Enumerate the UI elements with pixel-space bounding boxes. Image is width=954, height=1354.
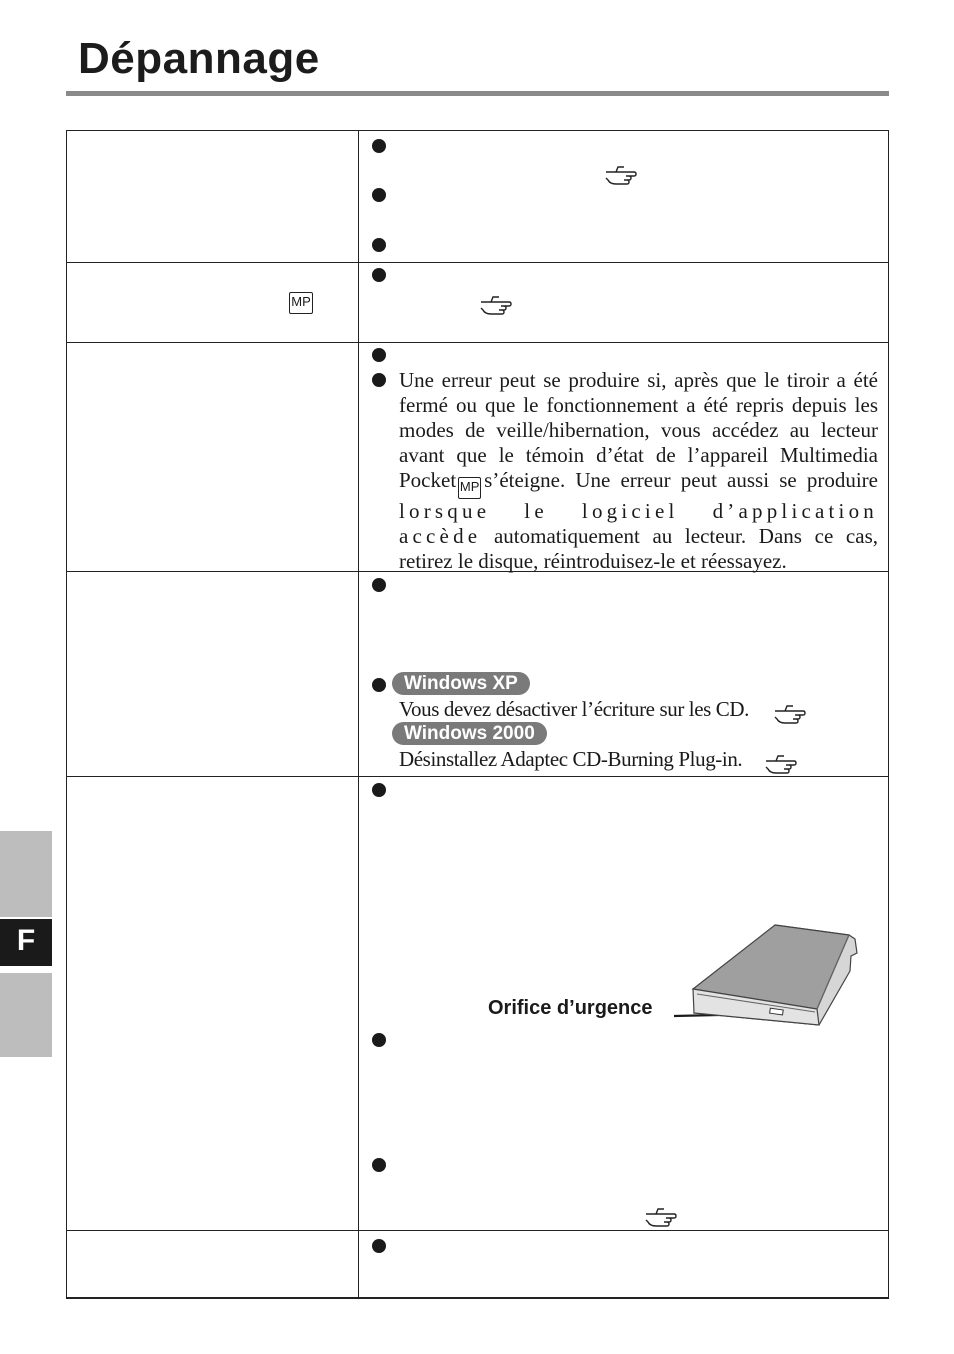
page-title: Dépannage: [78, 34, 320, 83]
solution-cell: [359, 1231, 889, 1298]
pointing-hand-icon: [604, 163, 638, 187]
os-badge-windows-xp: Windows XP: [392, 672, 530, 695]
solution-cell: [359, 777, 889, 1231]
optical-drive-illustration: [675, 923, 875, 1033]
bullet-icon: [372, 348, 386, 362]
table-row: [67, 263, 889, 343]
windows-2000-instruction: Désinstallez Adaptec CD-Burning Plug-in.: [399, 747, 743, 771]
pointing-hand-icon: [644, 1205, 678, 1229]
bullet-icon: [372, 268, 386, 282]
bullet-icon: [372, 1033, 386, 1047]
bullet-icon: [372, 139, 386, 153]
side-tab-upper: [0, 831, 52, 917]
bullet-icon: [372, 238, 386, 252]
pointing-hand-icon: [479, 293, 513, 317]
bullet-icon: [372, 783, 386, 797]
bullet-icon: [372, 1158, 386, 1172]
problem-cell: [67, 777, 359, 1231]
table-row: [67, 131, 889, 263]
multimedia-pocket-icon: MP: [289, 292, 313, 314]
bullet-icon: [372, 578, 386, 592]
problem-cell: [67, 343, 359, 572]
problem-cell: [67, 1231, 359, 1298]
multimedia-pocket-icon: MP: [458, 477, 481, 499]
solution-paragraph: Une erreur peut se produire si, après que le tiroir a été fermé ou que le fonctionnement a été repris depuis les modes de veille/hibernation, vous accédez au lecteur avant que le témoin d’état de l’appareil Multimedia Pocket MP s’éteigne. Une erreur peut aussi se produire lorsque le logiciel d’application accède automatiquement au lecteur. Dans ce cas, retirez le disque, réintroduisez-le et réessayez.: [399, 368, 878, 573]
windows-xp-instruction: Vous devez désactiver l’écriture sur les CD.: [399, 697, 749, 721]
problem-cell: [67, 572, 359, 777]
problem-cell: [67, 131, 359, 263]
side-tab-language-f: F: [0, 919, 52, 966]
troubleshooting-table: [66, 130, 889, 1299]
problem-cell: [67, 263, 359, 343]
figure-label: Orifice d’urgence: [488, 997, 653, 1019]
bullet-icon: [372, 678, 386, 692]
side-tab-lower: [0, 973, 52, 1057]
bullet-icon: [372, 188, 386, 202]
solution-cell: [359, 343, 889, 572]
solution-cell: [359, 131, 889, 263]
os-badge-windows-2000: Windows 2000: [392, 722, 547, 745]
solution-cell: [359, 572, 889, 777]
table-row: [67, 343, 889, 572]
bullet-icon: [372, 373, 386, 387]
pointing-hand-icon: [773, 702, 807, 726]
table-row: [67, 1231, 889, 1298]
title-rule: [66, 91, 889, 96]
solution-cell: [359, 263, 889, 343]
table-row: [67, 572, 889, 777]
pointing-hand-icon: [764, 752, 798, 776]
table-row: [67, 777, 889, 1231]
bullet-icon: [372, 1239, 386, 1253]
